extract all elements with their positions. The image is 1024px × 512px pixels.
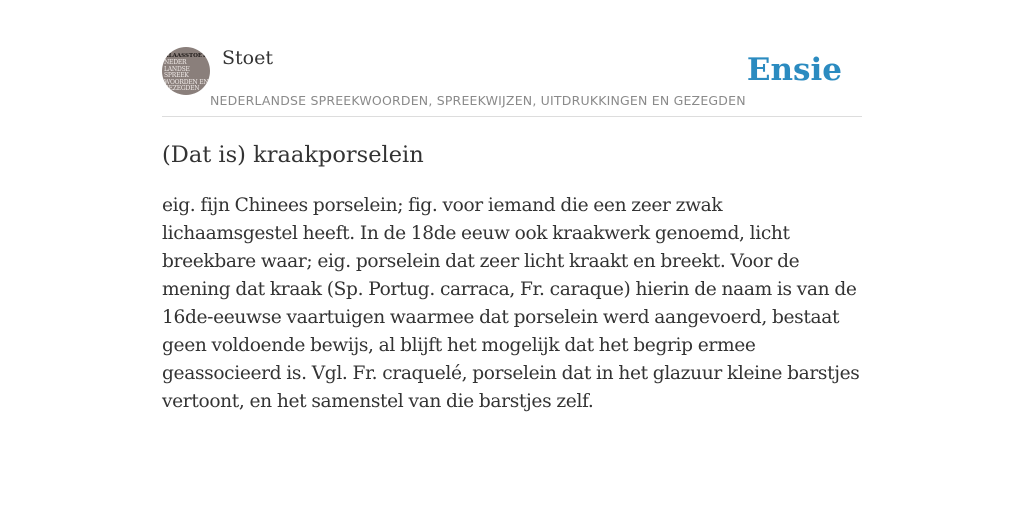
author-name[interactable]: Stoet — [222, 47, 273, 69]
avatar-cover-text: NEDER LANDSE SPREEK WOORDEN EN GEZEGDEN — [164, 59, 209, 92]
entry-body: eig. fijn Chinees porselein; fig. voor iemand die een zeer zwak lichaamsgestel heeft. In de 18de eeuw ook kraakwerk genoemd, licht breekbare waar; eig. porselein dat zeer licht kraakt en breekt. Voor de mening dat kraak (Sp. Portug. carraca, Fr. caraque) hierin de naam is van de 16de-eeuwse vaartuigen waarmee dat porselein werd aangevoerd, bestaat geen voldoende bewijs, al blijft het mogelijk dat het begrip ermee geassocieerd is. Vgl. Fr. craquelé, porselein dat in het glazuur kleine barstjes vertoont, en het samenstel van die barstjes zelf. — [162, 195, 860, 412]
ensie-logo-link[interactable]: Ensie — [746, 52, 842, 88]
author-avatar[interactable] — [162, 47, 210, 95]
source-subtitle[interactable]: NEDERLANDSE SPREEKWOORDEN, SPREEKWIJZEN, UITDRUKKINGEN EN GEZEGDEN — [210, 93, 746, 108]
avatar-top-text: KLAASSTOET — [164, 53, 207, 59]
entry-title: (Dat is) kraakporselein — [162, 142, 424, 168]
header — [162, 46, 862, 117]
